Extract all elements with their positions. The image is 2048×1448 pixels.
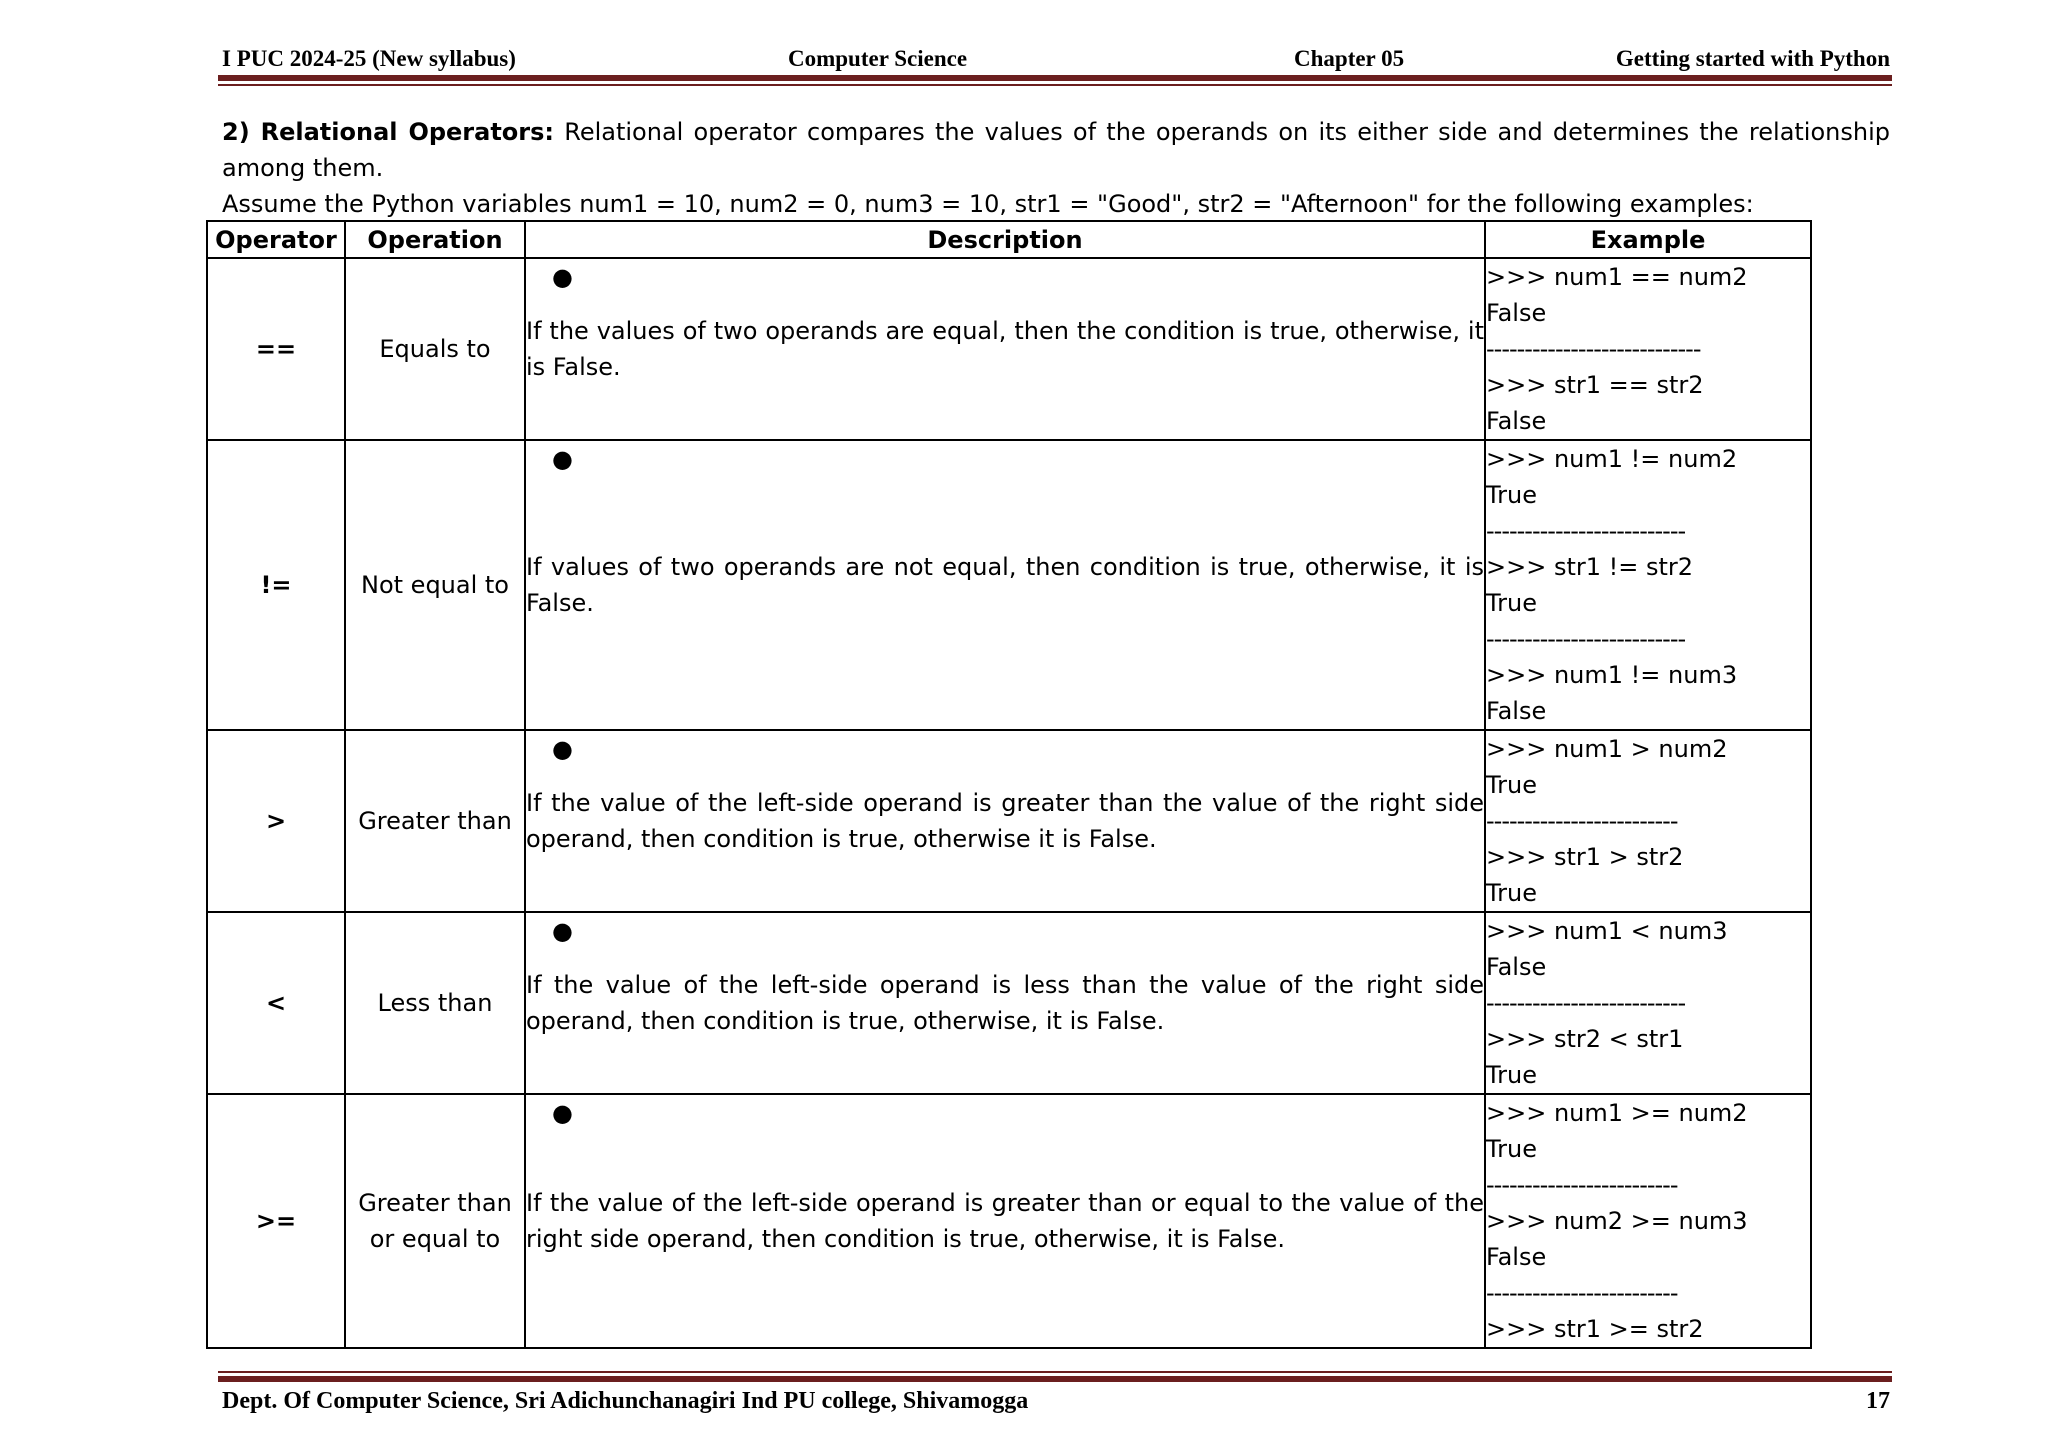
description-cell	[525, 1094, 1485, 1348]
description-cell	[525, 912, 1485, 1094]
example-separator: --------------------------	[1486, 625, 1686, 653]
example-separator: ----------------------------	[1486, 335, 1701, 363]
header-chapter: Chapter 05	[1294, 46, 1405, 71]
description-text: If the value of the left-side operand is greater than or equal to the value of the right side operand, then condition is true, otherwise, it is False.	[526, 1189, 1484, 1253]
example-line: True	[1486, 1135, 1537, 1163]
footer-rule-thin	[218, 1371, 1892, 1373]
example-line: True	[1486, 879, 1537, 907]
example-line: False	[1486, 953, 1547, 981]
example-cell	[1485, 730, 1811, 912]
description-text: If the values of two operands are equal, then the condition is true, otherwise, it is False.	[526, 317, 1484, 381]
description-text: If the value of the left-side operand is less than the value of the right side operand, then condition is true, otherwise, it is False.	[526, 971, 1484, 1035]
operation-cell: Less than	[345, 912, 525, 1094]
operation-cell: Equals to	[345, 258, 525, 440]
example-separator: --------------------------	[1486, 989, 1686, 1017]
example-line: False	[1486, 697, 1547, 725]
description-cell	[525, 258, 1485, 440]
table-row	[207, 912, 1811, 1094]
example-line: >>> str2 < str1	[1486, 1025, 1684, 1053]
operation-cell: Not equal to	[345, 440, 525, 730]
table-row	[207, 730, 1811, 912]
example-line: False	[1486, 407, 1547, 435]
bullet-icon: ●	[552, 735, 573, 763]
example-cell	[1485, 1094, 1811, 1348]
example-line: >>> str1 > str2	[1486, 843, 1684, 871]
operator-cell: ==	[207, 258, 345, 440]
description-text: If values of two operands are not equal, then condition is true, otherwise, it is False.	[526, 553, 1484, 617]
section-content	[222, 114, 1890, 222]
bullet-icon: ●	[552, 445, 573, 473]
header-operator: Operator	[207, 221, 345, 258]
header-description: Description	[525, 221, 1485, 258]
page-header	[222, 44, 1890, 74]
operator-cell: !=	[207, 440, 345, 730]
example-separator: --------------------------	[1486, 517, 1686, 545]
description-cell	[525, 730, 1485, 912]
example-line: True	[1486, 481, 1537, 509]
example-line: >>> str1 != str2	[1486, 553, 1694, 581]
example-line: >>> str1 == str2	[1486, 371, 1704, 399]
table-header-row	[207, 221, 1811, 258]
example-line: True	[1486, 1061, 1537, 1089]
operator-cell: <	[207, 912, 345, 1094]
operation-cell: Greater than or equal to	[345, 1094, 525, 1348]
example-separator: -------------------------	[1486, 1279, 1678, 1307]
example-line: True	[1486, 589, 1537, 617]
assume-paragraph: Assume the Python variables num1 = 10, num2 = 0, num3 = 10, str1 = "Good", str2 = "Afternoon" for the following examples:	[222, 190, 1754, 218]
example-line: >>> num1 != num3	[1486, 661, 1738, 689]
page-number: 17	[1866, 1388, 1890, 1414]
operator-cell: >	[207, 730, 345, 912]
header-subject: Computer Science	[788, 46, 968, 71]
example-line: False	[1486, 1243, 1547, 1271]
section-heading: 2) Relational Operators:	[222, 118, 555, 146]
description-text: If the value of the left-side operand is greater than the value of the right side operand, then condition is true, otherwise it is False.	[526, 789, 1484, 853]
description-cell	[525, 440, 1485, 730]
page-footer	[222, 1380, 1890, 1420]
table-row	[207, 1094, 1811, 1348]
example-separator: -------------------------	[1486, 807, 1678, 835]
header-operation: Operation	[345, 221, 525, 258]
example-cell	[1485, 258, 1811, 440]
footer-department: Dept. Of Computer Science, Sri Adichunchanagiri Ind PU college, Shivamogga	[222, 1388, 1029, 1414]
header-title: Getting started with Python	[1615, 46, 1890, 71]
header-rule-thin	[218, 84, 1892, 86]
bullet-icon: ●	[552, 263, 573, 291]
relational-operators-table	[206, 220, 1812, 1349]
bullet-icon: ●	[552, 1099, 573, 1127]
example-line: True	[1486, 771, 1537, 799]
example-line: >>> num1 < num3	[1486, 917, 1728, 945]
example-cell	[1485, 912, 1811, 1094]
header-example: Example	[1485, 221, 1811, 258]
table-row	[207, 258, 1811, 440]
example-line: False	[1486, 299, 1547, 327]
operator-cell: >=	[207, 1094, 345, 1348]
table-row	[207, 440, 1811, 730]
bullet-icon: ●	[552, 917, 573, 945]
example-cell	[1485, 440, 1811, 730]
example-line: >>> str1 >= str2	[1486, 1315, 1704, 1343]
header-course: I PUC 2024-25 (New syllabus)	[222, 46, 516, 71]
example-line: >>> num1 != num2	[1486, 445, 1738, 473]
example-line: >>> num1 >= num2	[1486, 1099, 1748, 1127]
section-paragraph	[222, 114, 1890, 186]
example-line: >>> num2 >= num3	[1486, 1207, 1748, 1235]
example-line: >>> num1 == num2	[1486, 263, 1748, 291]
section-intro: Relational operator compares the values of the operands on its either side and determines the relationship among them.	[222, 118, 1890, 182]
header-rule-thick	[218, 75, 1892, 81]
example-separator: -------------------------	[1486, 1171, 1678, 1199]
example-line: >>> num1 > num2	[1486, 735, 1728, 763]
operation-cell: Greater than	[345, 730, 525, 912]
